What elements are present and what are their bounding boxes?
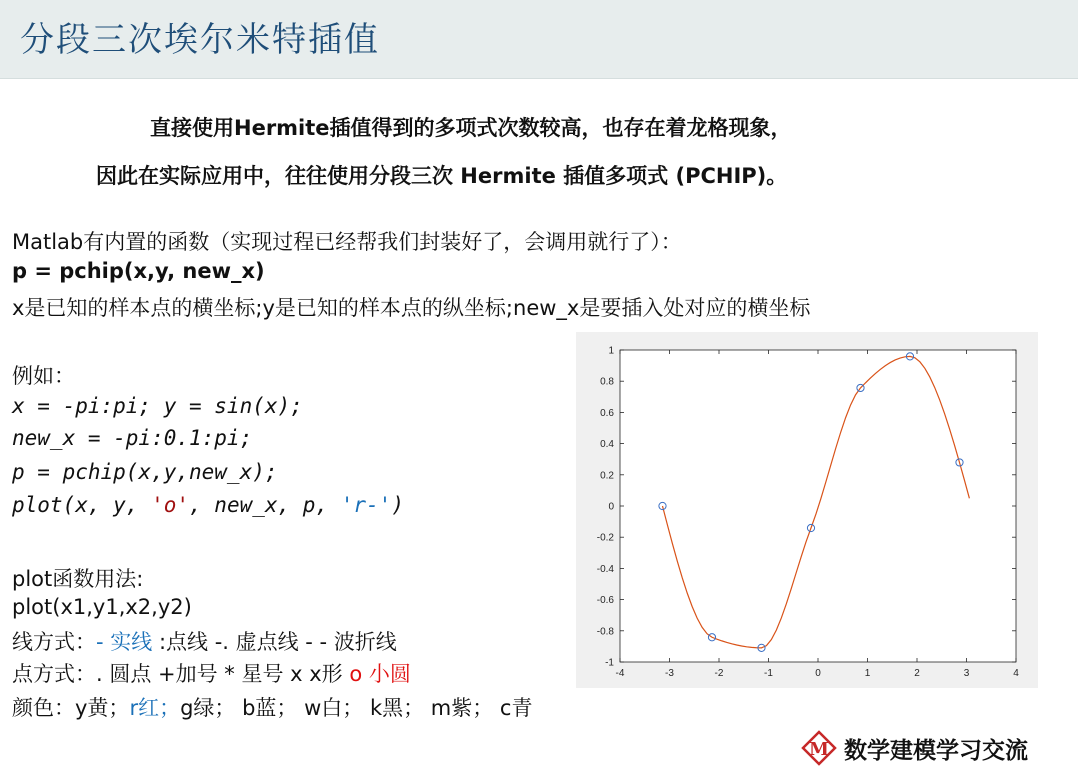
y-tick-label: 0 <box>608 501 614 513</box>
x-tick-label: 4 <box>1013 668 1019 679</box>
marker-circle: o 小圆 <box>349 662 411 686</box>
brand-text: 数学建模学习交流 <box>844 737 1028 764</box>
marker-rest: . 圆点 +加号 * 星号 x x形 <box>96 662 350 686</box>
x-tick-label: -4 <box>615 668 625 679</box>
pchip-syntax: p = pchip(x,y, new_x) <box>12 259 265 283</box>
y-tick-label: -0.8 <box>596 626 614 638</box>
code-line-1: x = -pi:pi; y = sin(x); <box>12 394 303 418</box>
y-tick-label: -0.6 <box>596 595 614 607</box>
code-line-4-part-c: ) <box>391 493 404 517</box>
example-label: 例如： <box>12 364 75 388</box>
title-bar <box>0 0 1078 79</box>
y-tick-label: 0.2 <box>600 470 614 482</box>
headline-line-1: 直接使用Hermite插值得到的多项式次数较高，也存在着龙格现象， <box>150 116 792 140</box>
color-red: r红； <box>129 696 181 720</box>
code-string-linestyle: 'r-' <box>340 493 392 517</box>
y-tick-label: -0.4 <box>596 563 614 575</box>
code-line-3: p = pchip(x,y,new_x); <box>12 460 278 484</box>
pchip-explanation: x是已知的样本点的横坐标;y是已知的样本点的纵坐标;new_x是要插入处对应的横坐标 <box>12 296 811 320</box>
pchip-plot <box>576 332 1038 688</box>
code-string-marker: 'o' <box>151 493 190 517</box>
x-tick-label: -1 <box>764 668 773 679</box>
y-tick-label: 0.4 <box>600 439 614 451</box>
x-tick-label: -2 <box>714 668 724 679</box>
marker-label: 点方式： <box>12 662 96 686</box>
plot-usage-title: plot函数用法: <box>12 567 144 591</box>
color-line <box>12 692 532 722</box>
y-tick-label: 1 <box>608 345 614 357</box>
headline-line-2: 因此在实际应用中，往往使用分段三次 Hermite 插值多项式 (PCHIP)。 <box>96 164 788 188</box>
page-title: 分段三次埃尔米特插值 <box>20 20 380 60</box>
code-line-4-part-a: plot(x, y, <box>12 493 152 517</box>
color-rest: g绿； b蓝； w白； k黑； m紫； c青 <box>180 696 533 720</box>
plot-usage-call: plot(x1,y1,x2,y2) <box>12 595 192 619</box>
code-line-4-part-b: , new_x, p, <box>189 493 341 517</box>
color-label: 颜色： <box>12 696 75 720</box>
x-tick-label: 0 <box>815 668 821 679</box>
y-tick-label: 0.6 <box>600 407 614 419</box>
x-tick-label: 2 <box>914 668 920 679</box>
linestyle-line <box>12 626 397 656</box>
y-tick-label: -0.2 <box>596 532 614 544</box>
matlab-intro: Matlab有内置的函数（实现过程已经帮我们封装好了，会调用就行了）： <box>12 230 682 254</box>
x-tick-label: 3 <box>963 668 970 679</box>
brand-logo-icon <box>800 730 838 766</box>
color-yellow: y黄； <box>75 696 130 720</box>
y-tick-label: -1 <box>605 657 614 669</box>
code-line-2: new_x = -pi:0.1:pi; <box>12 426 253 450</box>
marker-line <box>12 658 411 688</box>
code-line-4 <box>12 493 404 517</box>
linestyle-solid: - 实线 <box>96 630 153 654</box>
brand-logo-letter: M <box>809 739 829 760</box>
x-tick-label: 1 <box>864 668 871 679</box>
brand <box>800 730 1028 766</box>
y-tick-label: 0.8 <box>600 376 614 388</box>
pchip-plot-svg <box>576 332 1038 688</box>
linestyle-label: 线方式： <box>12 630 96 654</box>
linestyle-rest: :点线 -. 虚点线 - - 波折线 <box>158 630 397 654</box>
x-tick-label: -3 <box>665 668 674 679</box>
